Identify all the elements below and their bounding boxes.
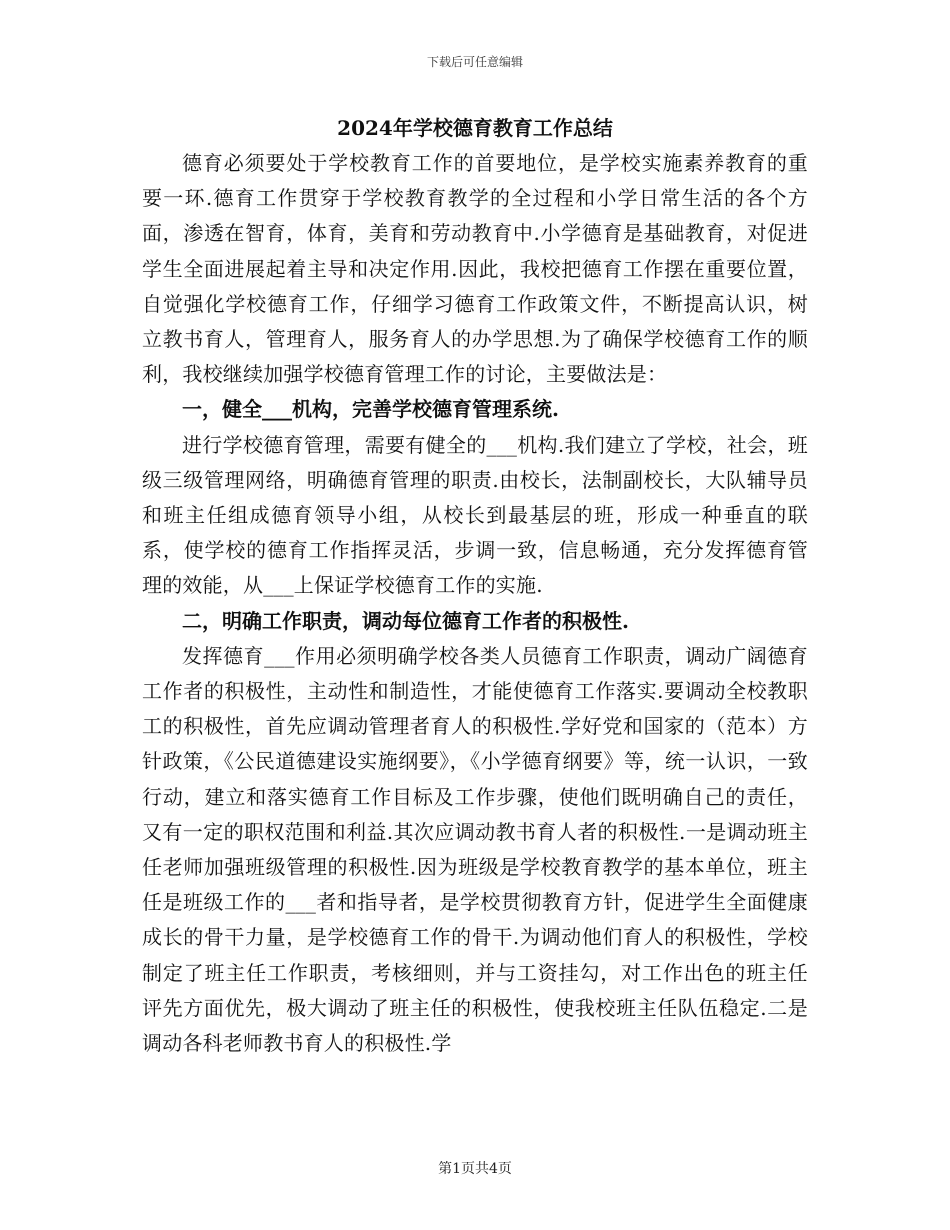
- document-title: 2024年学校德育教育工作总结: [337, 116, 613, 140]
- section-2-heading: 二，明确工作职责，调动每位德育工作者的积极性.: [182, 608, 629, 633]
- page-header-note: 下载后可任意编辑: [426, 55, 523, 69]
- document-body: [142, 110, 808, 1061]
- section-1-heading: 一，健全___机构，完善学校德育管理系统.: [182, 397, 559, 422]
- section-1-paragraph: 进行学校德育管理，需要有健全的___机构.我们建立了学校，社会，班级三级管理网络，明确德育管理的职责.由校长，法制副校长，大队辅导员和班主任组成德育领导小组，从校长到最基层的班，形成一种垂直的联系，使学校的德育工作指挥灵活，步调一致，信息畅通，充分发挥德育管理的效能，从___上保证学校德育工作的实施.: [142, 432, 808, 598]
- section-2-paragraph: 发挥德育___作用必须明确学校各类人员德育工作职责，调动广阔德育工作者的积极性，主动性和制造性，才能使德育工作落实.要调动全校教职工的积极性，首先应调动管理者育人的积极性.学好党和国家的（范本）方针政策，《公民道德建设实施纲要》，《小学德育纲要》等，统一认识，一致行动，建立和落实德育工作目标及工作步骤，使他们既明确自己的责任，又有一定的职权范围和利益.其次应调动教书育人者的积极性.一是调动班主任老师加强班级管理的积极性.因为班级是学校教育教学的基本单位，班主任是班级工作的___者和指导者，是学校贯彻教育方针，促进学生全面健康成长的骨干力量，是学校德育工作的骨干.为调动他们育人的积极性，学校制定了班主任工作职责，考核细则，并与工资挂勾，对工作出色的班主任评先方面优先，极大调动了班主任的积极性，使我校班主任队伍稳定.二是调动各科老师教书育人的积极性.学: [142, 643, 808, 1056]
- intro-paragraph: 德育必须要处于学校教育工作的首要地位，是学校实施素养教育的重要一环.德育工作贯穿于学校教育教学的全过程和小学日常生活的各个方面，渗透在智育，体育，美育和劳动教育中.小学德育是基础教育，对促进学生全面进展起着主导和决定作用.因此，我校把德育工作摆在重要位置，自觉强化学校德育工作，仔细学习德育工作政策文件，不断提高认识，树立教书育人，管理育人，服务育人的办学思想.为了确保学校德育工作的顺利，我校继续加强学校德育管理工作的讨论，主要做法是：: [142, 151, 808, 387]
- page-number-footer: 第1页共4页: [438, 1161, 512, 1177]
